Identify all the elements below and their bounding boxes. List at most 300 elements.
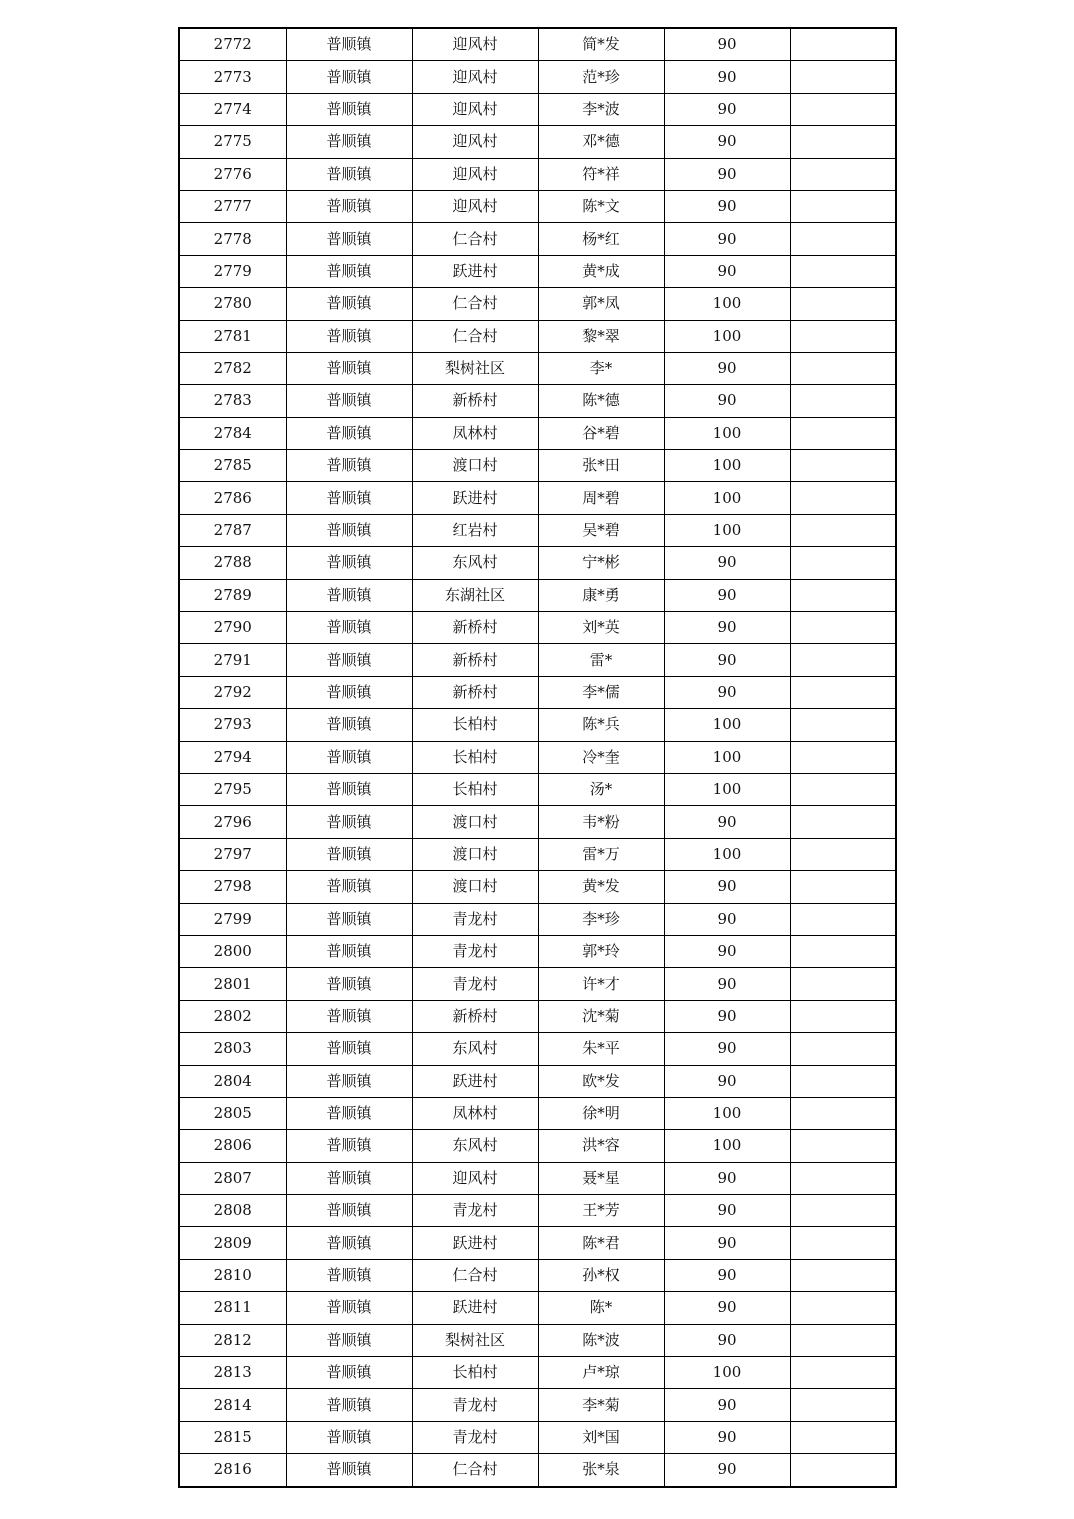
table-row [179, 1227, 896, 1259]
table-row [179, 1259, 896, 1291]
note-cell [790, 579, 896, 611]
amount-cell: 100 [664, 514, 790, 546]
table-row [179, 1097, 896, 1129]
table-row [179, 1033, 896, 1065]
seq-cell: 2777 [179, 190, 286, 222]
note-cell [790, 1097, 896, 1129]
name-cell: 陈* [538, 1292, 664, 1324]
village-cell: 红岩村 [412, 514, 538, 546]
roster-table [178, 27, 897, 1488]
note-cell [790, 1162, 896, 1194]
amount-cell: 90 [664, 93, 790, 125]
amount-cell: 90 [664, 1454, 790, 1487]
table-row [179, 1421, 896, 1453]
village-cell: 新桥村 [412, 612, 538, 644]
village-cell: 梨树社区 [412, 352, 538, 384]
name-cell: 黄*发 [538, 871, 664, 903]
seq-cell: 2803 [179, 1033, 286, 1065]
village-cell: 青龙村 [412, 903, 538, 935]
table-row [179, 612, 896, 644]
town-cell: 普顺镇 [286, 450, 412, 482]
note-cell [790, 709, 896, 741]
amount-cell: 90 [664, 1033, 790, 1065]
amount-cell: 100 [664, 1097, 790, 1129]
table-row [179, 158, 896, 190]
amount-cell: 90 [664, 579, 790, 611]
seq-cell: 2774 [179, 93, 286, 125]
seq-cell: 2786 [179, 482, 286, 514]
village-cell: 渡口村 [412, 871, 538, 903]
village-cell: 青龙村 [412, 1421, 538, 1453]
village-cell: 迎风村 [412, 61, 538, 93]
name-cell: 冷*奎 [538, 741, 664, 773]
amount-cell: 90 [664, 1000, 790, 1032]
name-cell: 李* [538, 352, 664, 384]
note-cell [790, 773, 896, 805]
note-cell [790, 1454, 896, 1487]
table-row [179, 838, 896, 870]
note-cell [790, 1357, 896, 1389]
amount-cell: 100 [664, 482, 790, 514]
village-cell: 新桥村 [412, 676, 538, 708]
amount-cell: 100 [664, 450, 790, 482]
town-cell: 普顺镇 [286, 741, 412, 773]
table-row [179, 806, 896, 838]
amount-cell: 90 [664, 612, 790, 644]
amount-cell: 90 [664, 1259, 790, 1291]
amount-cell: 90 [664, 223, 790, 255]
table-row [179, 385, 896, 417]
name-cell: 陈*波 [538, 1324, 664, 1356]
note-cell [790, 223, 896, 255]
seq-cell: 2776 [179, 158, 286, 190]
note-cell [790, 126, 896, 158]
town-cell: 普顺镇 [286, 126, 412, 158]
amount-cell: 100 [664, 320, 790, 352]
town-cell: 普顺镇 [286, 903, 412, 935]
town-cell: 普顺镇 [286, 1065, 412, 1097]
note-cell [790, 612, 896, 644]
village-cell: 青龙村 [412, 1389, 538, 1421]
amount-cell: 90 [664, 190, 790, 222]
seq-cell: 2788 [179, 547, 286, 579]
name-cell: 张*泉 [538, 1454, 664, 1487]
village-cell: 青龙村 [412, 968, 538, 1000]
name-cell: 范*珍 [538, 61, 664, 93]
town-cell: 普顺镇 [286, 1454, 412, 1487]
town-cell: 普顺镇 [286, 806, 412, 838]
table-row [179, 903, 896, 935]
table-row [179, 1389, 896, 1421]
village-cell: 新桥村 [412, 385, 538, 417]
seq-cell: 2795 [179, 773, 286, 805]
seq-cell: 2810 [179, 1259, 286, 1291]
table-row [179, 1324, 896, 1356]
note-cell [790, 838, 896, 870]
village-cell: 仁合村 [412, 1259, 538, 1291]
table-row [179, 1162, 896, 1194]
village-cell: 跃进村 [412, 255, 538, 287]
name-cell: 吴*碧 [538, 514, 664, 546]
town-cell: 普顺镇 [286, 61, 412, 93]
name-cell: 雷*万 [538, 838, 664, 870]
name-cell: 宁*彬 [538, 547, 664, 579]
table-row [179, 1130, 896, 1162]
seq-cell: 2814 [179, 1389, 286, 1421]
town-cell: 普顺镇 [286, 838, 412, 870]
name-cell: 卢*琼 [538, 1357, 664, 1389]
table-row [179, 288, 896, 320]
note-cell [790, 1292, 896, 1324]
village-cell: 青龙村 [412, 935, 538, 967]
town-cell: 普顺镇 [286, 935, 412, 967]
village-cell: 梨树社区 [412, 1324, 538, 1356]
name-cell: 黄*成 [538, 255, 664, 287]
roster-table-body [179, 28, 896, 1487]
village-cell: 仁合村 [412, 1454, 538, 1487]
note-cell [790, 741, 896, 773]
amount-cell: 90 [664, 903, 790, 935]
town-cell: 普顺镇 [286, 1162, 412, 1194]
table-row [179, 773, 896, 805]
name-cell: 朱*平 [538, 1033, 664, 1065]
amount-cell: 90 [664, 1227, 790, 1259]
town-cell: 普顺镇 [286, 1357, 412, 1389]
note-cell [790, 1130, 896, 1162]
table-row [179, 1292, 896, 1324]
seq-cell: 2784 [179, 417, 286, 449]
village-cell: 凤林村 [412, 1097, 538, 1129]
table-row [179, 676, 896, 708]
note-cell [790, 1259, 896, 1291]
table-row [179, 352, 896, 384]
name-cell: 李*菊 [538, 1389, 664, 1421]
name-cell: 陈*兵 [538, 709, 664, 741]
name-cell: 郭*玲 [538, 935, 664, 967]
name-cell: 李*儒 [538, 676, 664, 708]
note-cell [790, 1033, 896, 1065]
seq-cell: 2782 [179, 352, 286, 384]
name-cell: 李*波 [538, 93, 664, 125]
note-cell [790, 93, 896, 125]
amount-cell: 90 [664, 547, 790, 579]
table-row [179, 190, 896, 222]
table-row [179, 1454, 896, 1487]
name-cell: 陈*君 [538, 1227, 664, 1259]
amount-cell: 100 [664, 1357, 790, 1389]
note-cell [790, 385, 896, 417]
amount-cell: 90 [664, 1292, 790, 1324]
table-row [179, 223, 896, 255]
amount-cell: 100 [664, 838, 790, 870]
note-cell [790, 190, 896, 222]
note-cell [790, 352, 896, 384]
seq-cell: 2792 [179, 676, 286, 708]
seq-cell: 2790 [179, 612, 286, 644]
seq-cell: 2779 [179, 255, 286, 287]
seq-cell: 2804 [179, 1065, 286, 1097]
seq-cell: 2781 [179, 320, 286, 352]
village-cell: 跃进村 [412, 1065, 538, 1097]
town-cell: 普顺镇 [286, 190, 412, 222]
village-cell: 仁合村 [412, 320, 538, 352]
town-cell: 普顺镇 [286, 223, 412, 255]
name-cell: 徐*明 [538, 1097, 664, 1129]
village-cell: 仁合村 [412, 223, 538, 255]
amount-cell: 90 [664, 644, 790, 676]
amount-cell: 90 [664, 1324, 790, 1356]
amount-cell: 90 [664, 1195, 790, 1227]
village-cell: 仁合村 [412, 288, 538, 320]
town-cell: 普顺镇 [286, 93, 412, 125]
seq-cell: 2783 [179, 385, 286, 417]
village-cell: 凤林村 [412, 417, 538, 449]
seq-cell: 2787 [179, 514, 286, 546]
town-cell: 普顺镇 [286, 773, 412, 805]
table-row [179, 935, 896, 967]
seq-cell: 2812 [179, 1324, 286, 1356]
seq-cell: 2794 [179, 741, 286, 773]
seq-cell: 2780 [179, 288, 286, 320]
name-cell: 简*发 [538, 28, 664, 61]
amount-cell: 90 [664, 1421, 790, 1453]
town-cell: 普顺镇 [286, 1000, 412, 1032]
table-row [179, 1195, 896, 1227]
amount-cell: 90 [664, 935, 790, 967]
name-cell: 欧*发 [538, 1065, 664, 1097]
amount-cell: 100 [664, 709, 790, 741]
table-row [179, 417, 896, 449]
name-cell: 洪*容 [538, 1130, 664, 1162]
table-row [179, 579, 896, 611]
amount-cell: 90 [664, 968, 790, 1000]
seq-cell: 2791 [179, 644, 286, 676]
table-row [179, 741, 896, 773]
note-cell [790, 903, 896, 935]
name-cell: 郭*凤 [538, 288, 664, 320]
note-cell [790, 1065, 896, 1097]
amount-cell: 90 [664, 1065, 790, 1097]
name-cell: 黎*翠 [538, 320, 664, 352]
name-cell: 聂*星 [538, 1162, 664, 1194]
seq-cell: 2797 [179, 838, 286, 870]
town-cell: 普顺镇 [286, 352, 412, 384]
name-cell: 谷*碧 [538, 417, 664, 449]
seq-cell: 2775 [179, 126, 286, 158]
amount-cell: 100 [664, 288, 790, 320]
town-cell: 普顺镇 [286, 514, 412, 546]
amount-cell: 90 [664, 255, 790, 287]
seq-cell: 2806 [179, 1130, 286, 1162]
table-row [179, 61, 896, 93]
name-cell: 王*芳 [538, 1195, 664, 1227]
name-cell: 刘*国 [538, 1421, 664, 1453]
name-cell: 韦*粉 [538, 806, 664, 838]
note-cell [790, 1195, 896, 1227]
note-cell [790, 288, 896, 320]
town-cell: 普顺镇 [286, 579, 412, 611]
seq-cell: 2773 [179, 61, 286, 93]
town-cell: 普顺镇 [286, 709, 412, 741]
note-cell [790, 806, 896, 838]
table-row [179, 450, 896, 482]
village-cell: 渡口村 [412, 806, 538, 838]
seq-cell: 2813 [179, 1357, 286, 1389]
note-cell [790, 61, 896, 93]
table-row [179, 93, 896, 125]
amount-cell: 90 [664, 1389, 790, 1421]
seq-cell: 2800 [179, 935, 286, 967]
town-cell: 普顺镇 [286, 644, 412, 676]
seq-cell: 2802 [179, 1000, 286, 1032]
seq-cell: 2815 [179, 1421, 286, 1453]
name-cell: 李*珍 [538, 903, 664, 935]
town-cell: 普顺镇 [286, 288, 412, 320]
village-cell: 东风村 [412, 1130, 538, 1162]
village-cell: 跃进村 [412, 1292, 538, 1324]
name-cell: 康*勇 [538, 579, 664, 611]
name-cell: 沈*菊 [538, 1000, 664, 1032]
village-cell: 渡口村 [412, 838, 538, 870]
seq-cell: 2789 [179, 579, 286, 611]
seq-cell: 2778 [179, 223, 286, 255]
village-cell: 青龙村 [412, 1195, 538, 1227]
town-cell: 普顺镇 [286, 676, 412, 708]
seq-cell: 2798 [179, 871, 286, 903]
village-cell: 新桥村 [412, 1000, 538, 1032]
table-row [179, 514, 896, 546]
note-cell [790, 676, 896, 708]
town-cell: 普顺镇 [286, 385, 412, 417]
seq-cell: 2811 [179, 1292, 286, 1324]
village-cell: 新桥村 [412, 644, 538, 676]
town-cell: 普顺镇 [286, 1421, 412, 1453]
name-cell: 周*碧 [538, 482, 664, 514]
town-cell: 普顺镇 [286, 158, 412, 190]
seq-cell: 2799 [179, 903, 286, 935]
note-cell [790, 1324, 896, 1356]
seq-cell: 2809 [179, 1227, 286, 1259]
amount-cell: 100 [664, 417, 790, 449]
table-row [179, 1000, 896, 1032]
note-cell [790, 320, 896, 352]
town-cell: 普顺镇 [286, 28, 412, 61]
amount-cell: 100 [664, 1130, 790, 1162]
table-row [179, 709, 896, 741]
name-cell: 陈*文 [538, 190, 664, 222]
town-cell: 普顺镇 [286, 320, 412, 352]
note-cell [790, 968, 896, 1000]
seq-cell: 2772 [179, 28, 286, 61]
name-cell: 刘*英 [538, 612, 664, 644]
name-cell: 张*田 [538, 450, 664, 482]
town-cell: 普顺镇 [286, 1033, 412, 1065]
amount-cell: 100 [664, 741, 790, 773]
note-cell [790, 450, 896, 482]
seq-cell: 2807 [179, 1162, 286, 1194]
name-cell: 雷* [538, 644, 664, 676]
name-cell: 孙*权 [538, 1259, 664, 1291]
name-cell: 陈*德 [538, 385, 664, 417]
note-cell [790, 255, 896, 287]
village-cell: 迎风村 [412, 28, 538, 61]
town-cell: 普顺镇 [286, 1227, 412, 1259]
amount-cell: 90 [664, 61, 790, 93]
name-cell: 符*祥 [538, 158, 664, 190]
table-row [179, 255, 896, 287]
table-row [179, 126, 896, 158]
note-cell [790, 871, 896, 903]
town-cell: 普顺镇 [286, 1389, 412, 1421]
town-cell: 普顺镇 [286, 547, 412, 579]
town-cell: 普顺镇 [286, 871, 412, 903]
town-cell: 普顺镇 [286, 1292, 412, 1324]
village-cell: 长柏村 [412, 709, 538, 741]
name-cell: 汤* [538, 773, 664, 805]
note-cell [790, 482, 896, 514]
note-cell [790, 417, 896, 449]
table-row [179, 482, 896, 514]
amount-cell: 90 [664, 158, 790, 190]
table-row [179, 644, 896, 676]
village-cell: 迎风村 [412, 93, 538, 125]
note-cell [790, 158, 896, 190]
table-row [179, 871, 896, 903]
seq-cell: 2816 [179, 1454, 286, 1487]
table-row [179, 547, 896, 579]
town-cell: 普顺镇 [286, 1259, 412, 1291]
town-cell: 普顺镇 [286, 968, 412, 1000]
note-cell [790, 644, 896, 676]
name-cell: 邓*德 [538, 126, 664, 158]
town-cell: 普顺镇 [286, 255, 412, 287]
table-row [179, 1065, 896, 1097]
village-cell: 迎风村 [412, 158, 538, 190]
town-cell: 普顺镇 [286, 417, 412, 449]
amount-cell: 90 [664, 28, 790, 61]
name-cell: 许*才 [538, 968, 664, 1000]
town-cell: 普顺镇 [286, 1130, 412, 1162]
table-row [179, 28, 896, 61]
note-cell [790, 1227, 896, 1259]
village-cell: 迎风村 [412, 1162, 538, 1194]
town-cell: 普顺镇 [286, 1097, 412, 1129]
village-cell: 长柏村 [412, 773, 538, 805]
seq-cell: 2805 [179, 1097, 286, 1129]
village-cell: 迎风村 [412, 126, 538, 158]
amount-cell: 90 [664, 385, 790, 417]
note-cell [790, 28, 896, 61]
town-cell: 普顺镇 [286, 612, 412, 644]
note-cell [790, 1421, 896, 1453]
amount-cell: 90 [664, 1162, 790, 1194]
town-cell: 普顺镇 [286, 482, 412, 514]
village-cell: 东风村 [412, 547, 538, 579]
note-cell [790, 514, 896, 546]
village-cell: 长柏村 [412, 741, 538, 773]
town-cell: 普顺镇 [286, 1195, 412, 1227]
table-row [179, 1357, 896, 1389]
seq-cell: 2785 [179, 450, 286, 482]
amount-cell: 90 [664, 871, 790, 903]
seq-cell: 2801 [179, 968, 286, 1000]
village-cell: 东风村 [412, 1033, 538, 1065]
seq-cell: 2793 [179, 709, 286, 741]
table-row [179, 320, 896, 352]
village-cell: 跃进村 [412, 482, 538, 514]
village-cell: 迎风村 [412, 190, 538, 222]
amount-cell: 90 [664, 806, 790, 838]
